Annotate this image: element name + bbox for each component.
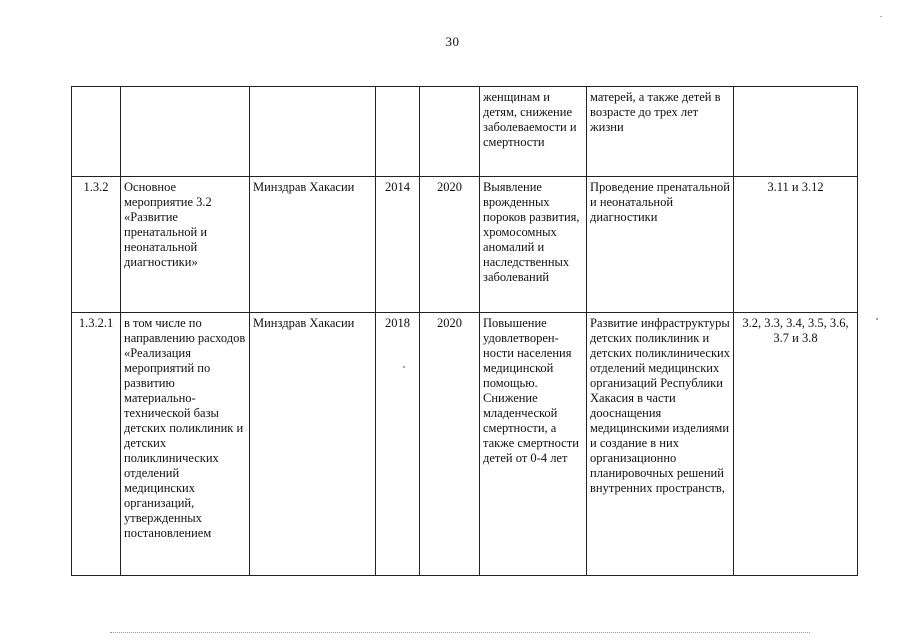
cell-executor: Минздрав Хакасии (250, 313, 376, 576)
page-number: 30 (445, 34, 460, 49)
scan-speck (403, 366, 405, 368)
scan-speck (876, 318, 878, 320)
cell-executor (250, 87, 376, 177)
cell-end-year: 2020 (420, 177, 480, 313)
cell-indicators: 3.11 и 3.12 (734, 177, 858, 313)
cell-expected-result: Выявление врожденных пороков развития, хромосомных аномалий и наследственных заболеваний (480, 177, 587, 313)
cell-number (72, 87, 121, 177)
table-row (72, 313, 858, 576)
cell-start-year (376, 87, 420, 177)
cell-measure-name (121, 87, 250, 177)
cell-indicators (734, 87, 858, 177)
cell-expected-result: женщинам и детям, снижение заболеваемости и смертности (480, 87, 587, 177)
cell-executor: Минздрав Хакасии (250, 177, 376, 313)
cell-expected-result: Повышение удовлетворен-ности населения медицинской помощью. Снижение младенческой смертности, а также смертности детей от 0-4 лет (480, 313, 587, 576)
table-row (72, 87, 858, 177)
cell-start-year: 2014 (376, 177, 420, 313)
cell-main-directions: Развитие инфраструктуры детских поликлиник и детских поликлинических отделений медицинских организаций Республики Хакасия в части дооснащения медицинскими изделиями и создание в них организационно планировочных решений внутренних пространств, (587, 313, 734, 576)
table-row (72, 177, 858, 313)
cell-indicators: 3.2, 3.3, 3.4, 3.5, 3.6, 3.7 и 3.8 (734, 313, 858, 576)
scan-speck (880, 16, 882, 17)
cell-number: 1.3.2.1 (72, 313, 121, 576)
cell-measure-name: Основное мероприятие 3.2 «Развитие пренатальной и неонатальной диагностики» (121, 177, 250, 313)
cell-number: 1.3.2 (72, 177, 121, 313)
cell-measure-name: в том числе по направлению расходов «Реализация мероприятий по развитию материально-технической базы детских поликлиник и детских поликлинических отделений медицинских организаций, утвержденных постановлением (121, 313, 250, 576)
cell-start-year: 2018 (376, 313, 420, 576)
cell-end-year (420, 87, 480, 177)
cell-main-directions: матерей, а также детей в возрасте до трех лет жизни (587, 87, 734, 177)
scan-edge-noise (110, 632, 810, 634)
cell-end-year: 2020 (420, 313, 480, 576)
program-measures-table (71, 86, 858, 576)
cell-main-directions: Проведение пренатальной и неонатальной диагностики (587, 177, 734, 313)
